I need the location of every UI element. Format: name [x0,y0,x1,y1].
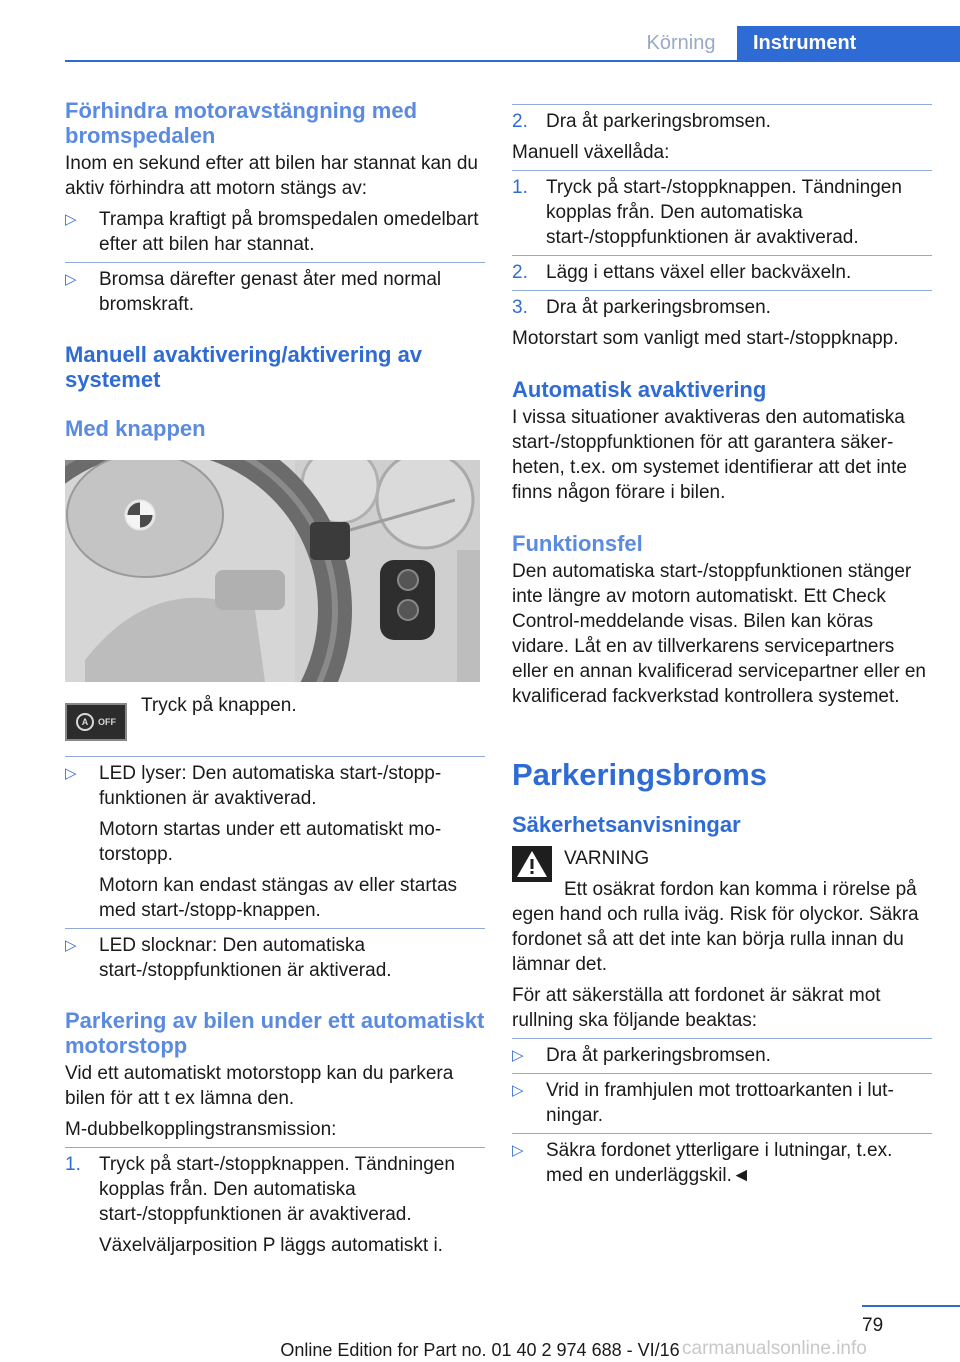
list-divider [65,1147,485,1148]
number-marker: 3. [512,297,528,318]
number-marker: 1. [512,177,528,198]
list-item-text: Dra åt parkeringsbromsen. [546,111,771,132]
paragraph-parking: Vid ett automatiskt motorstopp kan du parkera bilen för att t ex lämna den. [65,1063,454,1109]
number-marker: 2. [512,262,528,283]
list-item [65,207,485,257]
heading-parking-brake: Parkeringsbroms [512,757,767,792]
list-subtext: Motorn startas under ett automatiskt motorstopp. [99,819,442,865]
list-item-text: Vrid in framhjulen mot trottoarkanten i lutningar. [546,1080,894,1126]
heading-parking: Parkering av bilen under ett automatiskt motorstopp [65,1008,485,1058]
list-divider [512,1133,932,1134]
steering-wheel-photo [65,460,480,682]
list-item [65,761,485,811]
bullet-marker: ▷ [65,765,77,782]
list-item [512,260,932,285]
heading-fault: Funktionsfel [512,531,643,556]
list-subtext: Växelväljarposition P läggs automatiskt i. [99,1235,443,1256]
press-instruction: Tryck på knappen. [141,695,297,716]
number-marker: 1. [65,1154,81,1175]
list-divider [512,104,932,105]
list-item-text: LED lyser: Den automatiska start-/stoppfunktionen är avaktiverad. [99,763,442,809]
list-subtext: Motorn kan endast stängas av eller startas med start-/stopp-knappen. [99,875,458,921]
page-number: 79 [862,1315,884,1336]
bullet-marker: ▷ [65,271,77,288]
page-header [0,0,960,62]
header-chapter[interactable]: Instrument [737,26,960,60]
warning-block [512,846,932,871]
list-item [65,1152,485,1227]
warning-triangle-icon [512,846,552,882]
list-item [512,1138,932,1188]
list-item-text: Lägg i ettans växel eller backväxeln. [546,262,852,283]
heading-safety: Säkerhetsanvisningar [512,812,741,837]
list-item [512,295,932,320]
header-section[interactable]: Körning [646,32,716,54]
heading-manual: Manuell avaktivering/aktivering av systemet [65,342,423,392]
list-item-text: Dra åt parkeringsbromsen. [546,1045,771,1066]
number-marker: 2. [512,111,528,132]
paragraph-prevent: Inom en sekund efter att bilen har stannat kan du aktiv förhindra att motorn stängs av: [65,153,478,199]
heading-button: Med knappen [65,416,206,441]
list-item [65,933,485,983]
off-label: OFF [98,716,116,727]
watermark[interactable]: carmanualsonline.info [682,1338,867,1359]
warning-text: Ett osäkrat fordon kan komma i rörelse på egen hand och rulla iväg. Risk för olyckor. Säkra fordonet så att det inte kan börja rulla innan du lämnar det. [512,879,919,975]
bullet-marker: ▷ [65,937,77,954]
bullet-marker: ▷ [512,1047,524,1064]
list-item-text: Säkra fordonet ytterligare i lutningar, t.ex. med en underläggskil.◄ [546,1140,893,1186]
paragraph-manual-gearbox: Manuell växellåda: [512,142,670,163]
list-divider [65,756,485,757]
list-item-text: Dra åt parkeringsbromsen. [546,297,771,318]
edition-text: Online Edition for Part no. 01 40 2 974 688 - VI/16 [280,1340,680,1360]
list-item [512,1078,932,1128]
bullet-marker: ▷ [65,211,77,228]
paragraph-fault: Den automatiska start-/stoppfunktionen stänger inte längre av motorn automatiskt. Ett Check Control-meddelande visas. Bilen kan köras vidare. Låt en av tillverkarens servicepartners eller en annan kvalificerad servicepartner eller en kvalificerad fackverkstad kontrollera systemet. [512,561,927,707]
list-item [65,267,485,317]
header-rule [65,60,960,62]
steering-wheel-illustration [65,460,480,682]
left-column [65,98,485,1258]
auto-start-stop-icon: A [76,713,94,731]
list-item-text: Tryck på start-/stoppknappen. Tändningen kopplas från. Den automatiska start-/stoppfunktionen är avaktiverad. [546,177,902,248]
heading-prevent-stop: Förhindra motoravstängning med bromspedalen [65,98,418,148]
paragraph-mdct: M-dubbelkopplingstransmission: [65,1119,337,1140]
list-item [512,109,932,134]
list-item-text: Trampa kraftigt på bromspedalen omedelbart efter att bilen har stannat. [99,209,479,255]
list-divider [512,255,932,256]
heading-auto-deactivation: Automatisk avaktivering [512,377,767,402]
bullet-marker: ▷ [512,1082,524,1099]
list-item [512,175,932,250]
warning-title: VARNING [564,848,650,869]
press-button-row [65,694,485,756]
bullet-marker: ▷ [512,1142,524,1159]
list-item-text: Tryck på start-/stoppknappen. Tändningen kopplas från. Den automatiska start-/stoppfunktionen är avaktiverad. [99,1154,455,1225]
list-divider [512,170,932,171]
auto-start-stop-button-image [65,703,127,741]
paragraph-secure: För att säkerställa att fordonet är säkrat mot rullning ska följande beaktas: [512,985,881,1031]
footer-rule [862,1305,960,1307]
right-column [512,104,932,1188]
list-item-text: LED slocknar: Den automatiska start-/stoppfunktionen är aktiverad. [99,935,392,981]
list-divider [512,1073,932,1074]
list-divider [512,1038,932,1039]
list-divider [512,290,932,291]
paragraph-auto: I vissa situationer avaktiveras den automatiska start-/stoppfunktionen för att garantera säkerheten, t.ex. om systemet identifierar att det inte finns någon förare i bilen. [512,407,907,503]
list-divider [65,262,485,263]
paragraph-motorstart: Motorstart som vanligt med start-/stoppknapp. [512,328,899,349]
list-item-text: Bromsa därefter genast åter med normal bromskraft. [99,269,442,315]
list-divider [65,928,485,929]
list-item [512,1043,932,1068]
